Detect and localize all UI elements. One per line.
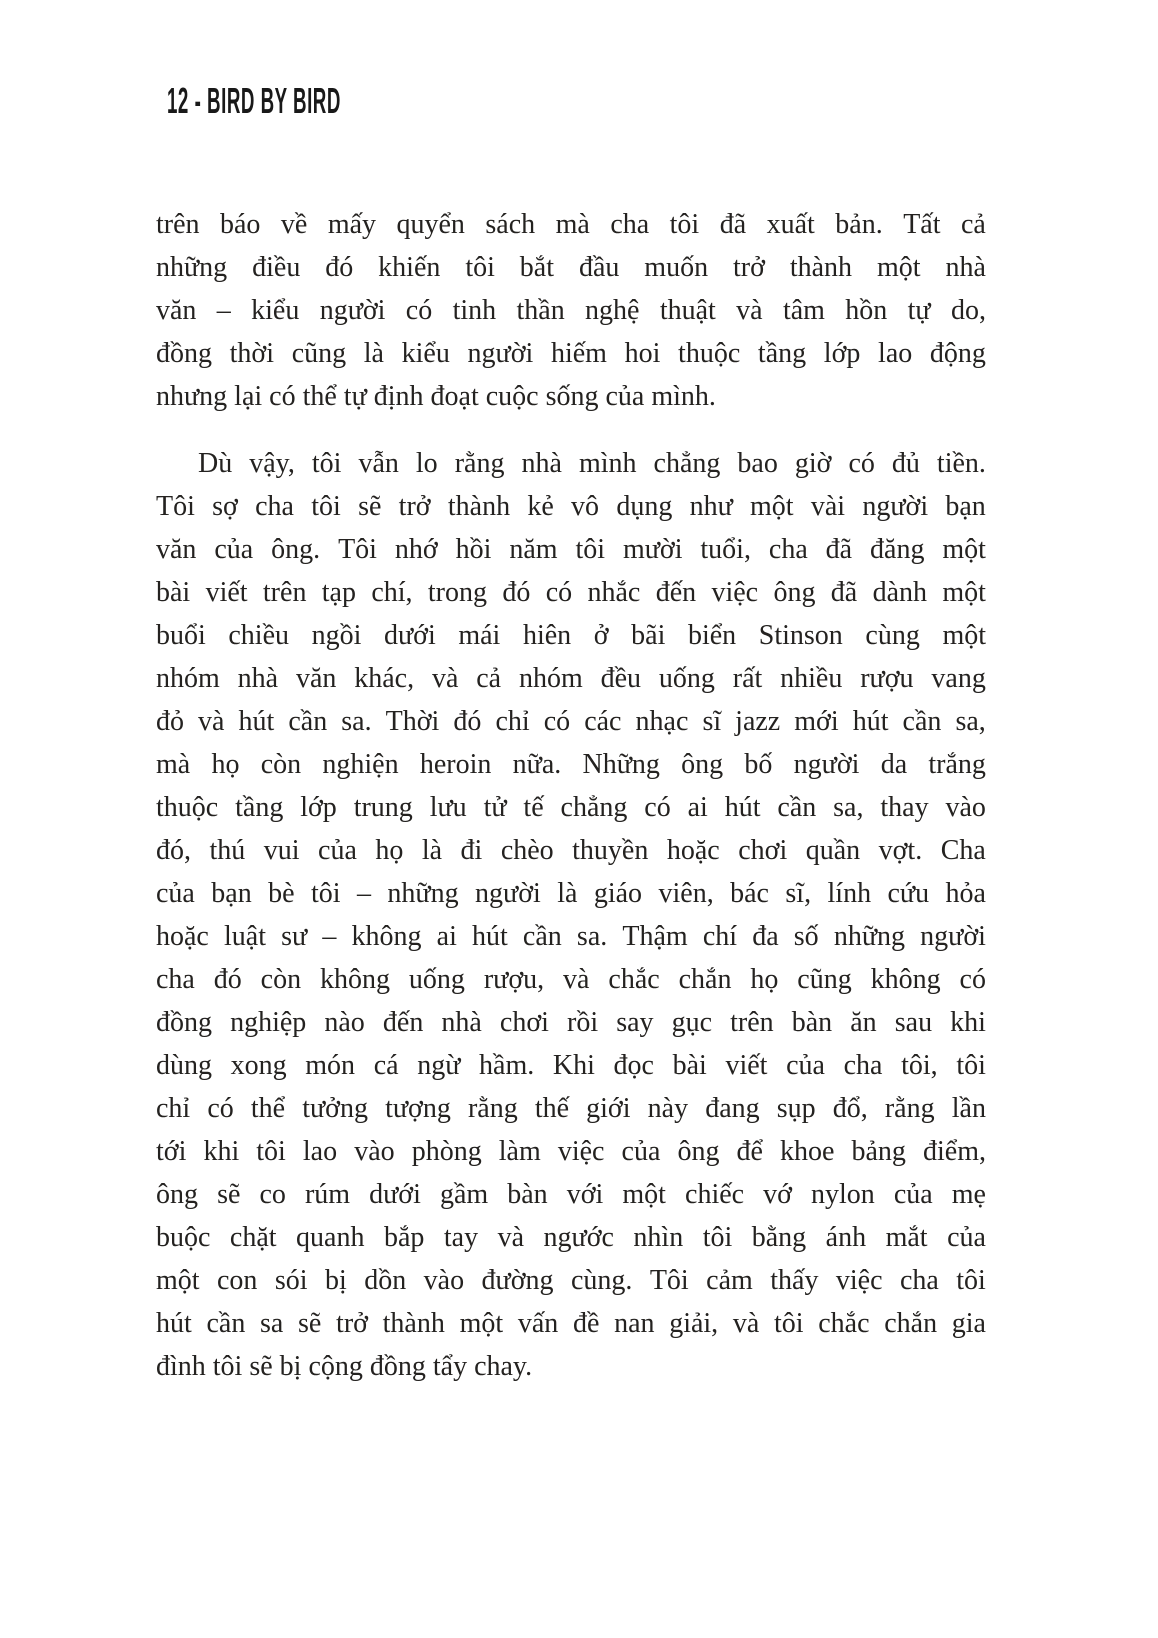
- text-line: buộc chặt quanh bắp tay và ngước nhìn tôi bằng ánh mắt của: [156, 1222, 986, 1253]
- text-line: của bạn bè tôi – những người là giáo viên, bác sĩ, lính cứu hỏa: [156, 878, 986, 909]
- text-line: một con sói bị dồn vào đường cùng. Tôi cảm thấy việc cha tôi: [156, 1265, 986, 1296]
- text-line: Tôi sợ cha tôi sẽ trở thành kẻ vô dụng như một vài người bạn: [156, 491, 986, 522]
- text-line: thuộc tầng lớp trung lưu tử tế chẳng có ai hút cần sa, thay vào: [156, 792, 986, 823]
- page-body: [156, 203, 986, 1388]
- text-line: đồng nghiệp nào đến nhà chơi rồi say gục trên bàn ăn sau khi: [156, 1007, 986, 1038]
- text-line: tới khi tôi lao vào phòng làm việc của ông để khoe bảng điểm,: [156, 1136, 986, 1167]
- text-line: nhóm nhà văn khác, và cả nhóm đều uống rất nhiều rượu vang: [156, 663, 986, 694]
- text-line: hút cần sa sẽ trở thành một vấn đề nan giải, và tôi chắc chắn gia: [156, 1308, 986, 1339]
- text-line: hoặc luật sư – không ai hút cần sa. Thậm chí đa số những người: [156, 921, 986, 952]
- text-line: đỏ và hút cần sa. Thời đó chỉ có các nhạc sĩ jazz mới hút cần sa,: [156, 706, 986, 737]
- text-line: Dù vậy, tôi vẫn lo rằng nhà mình chẳng bao giờ có đủ tiền.: [198, 448, 986, 479]
- text-line: đồng thời cũng là kiểu người hiếm hoi thuộc tầng lớp lao động: [156, 338, 986, 369]
- text-line: mà họ còn nghiện heroin nữa. Những ông bố người da trắng: [156, 749, 986, 780]
- text-line: đó, thú vui của họ là đi chèo thuyền hoặc chơi quần vợt. Cha: [156, 835, 986, 866]
- text-line: trên báo về mấy quyển sách mà cha tôi đã xuất bản. Tất cả: [156, 209, 986, 240]
- paragraph: [156, 442, 986, 1388]
- text-line: những điều đó khiến tôi bắt đầu muốn trở thành một nhà: [156, 252, 986, 283]
- page-header: [167, 80, 501, 121]
- text-line: dùng xong món cá ngừ hầm. Khi đọc bài viết của cha tôi, tôi: [156, 1050, 986, 1081]
- text-line: cha đó còn không uống rượu, và chắc chắn họ cũng không có: [156, 964, 986, 995]
- text-line: văn – kiểu người có tinh thần nghệ thuật và tâm hồn tự do,: [156, 295, 986, 326]
- text-line: đình tôi sẽ bị cộng đồng tẩy chay.: [156, 1351, 533, 1382]
- running-head-text: 12 - BIRD BY BIRD: [167, 80, 341, 121]
- paragraph: [156, 203, 986, 418]
- text-line: bài viết trên tạp chí, trong đó có nhắc đến việc ông đã dành một: [156, 577, 986, 608]
- text-line: chỉ có thể tưởng tượng rằng thế giới này đang sụp đổ, rằng lần: [156, 1093, 986, 1124]
- text-line: ông sẽ co rúm dưới gầm bàn với một chiếc vớ nylon của mẹ: [156, 1179, 986, 1210]
- text-line: buổi chiều ngồi dưới mái hiên ở bãi biển Stinson cùng một: [156, 620, 986, 651]
- text-line: văn của ông. Tôi nhớ hồi năm tôi mười tuổi, cha đã đăng một: [156, 534, 986, 565]
- text-line: nhưng lại có thể tự định đoạt cuộc sống của mình.: [156, 381, 716, 412]
